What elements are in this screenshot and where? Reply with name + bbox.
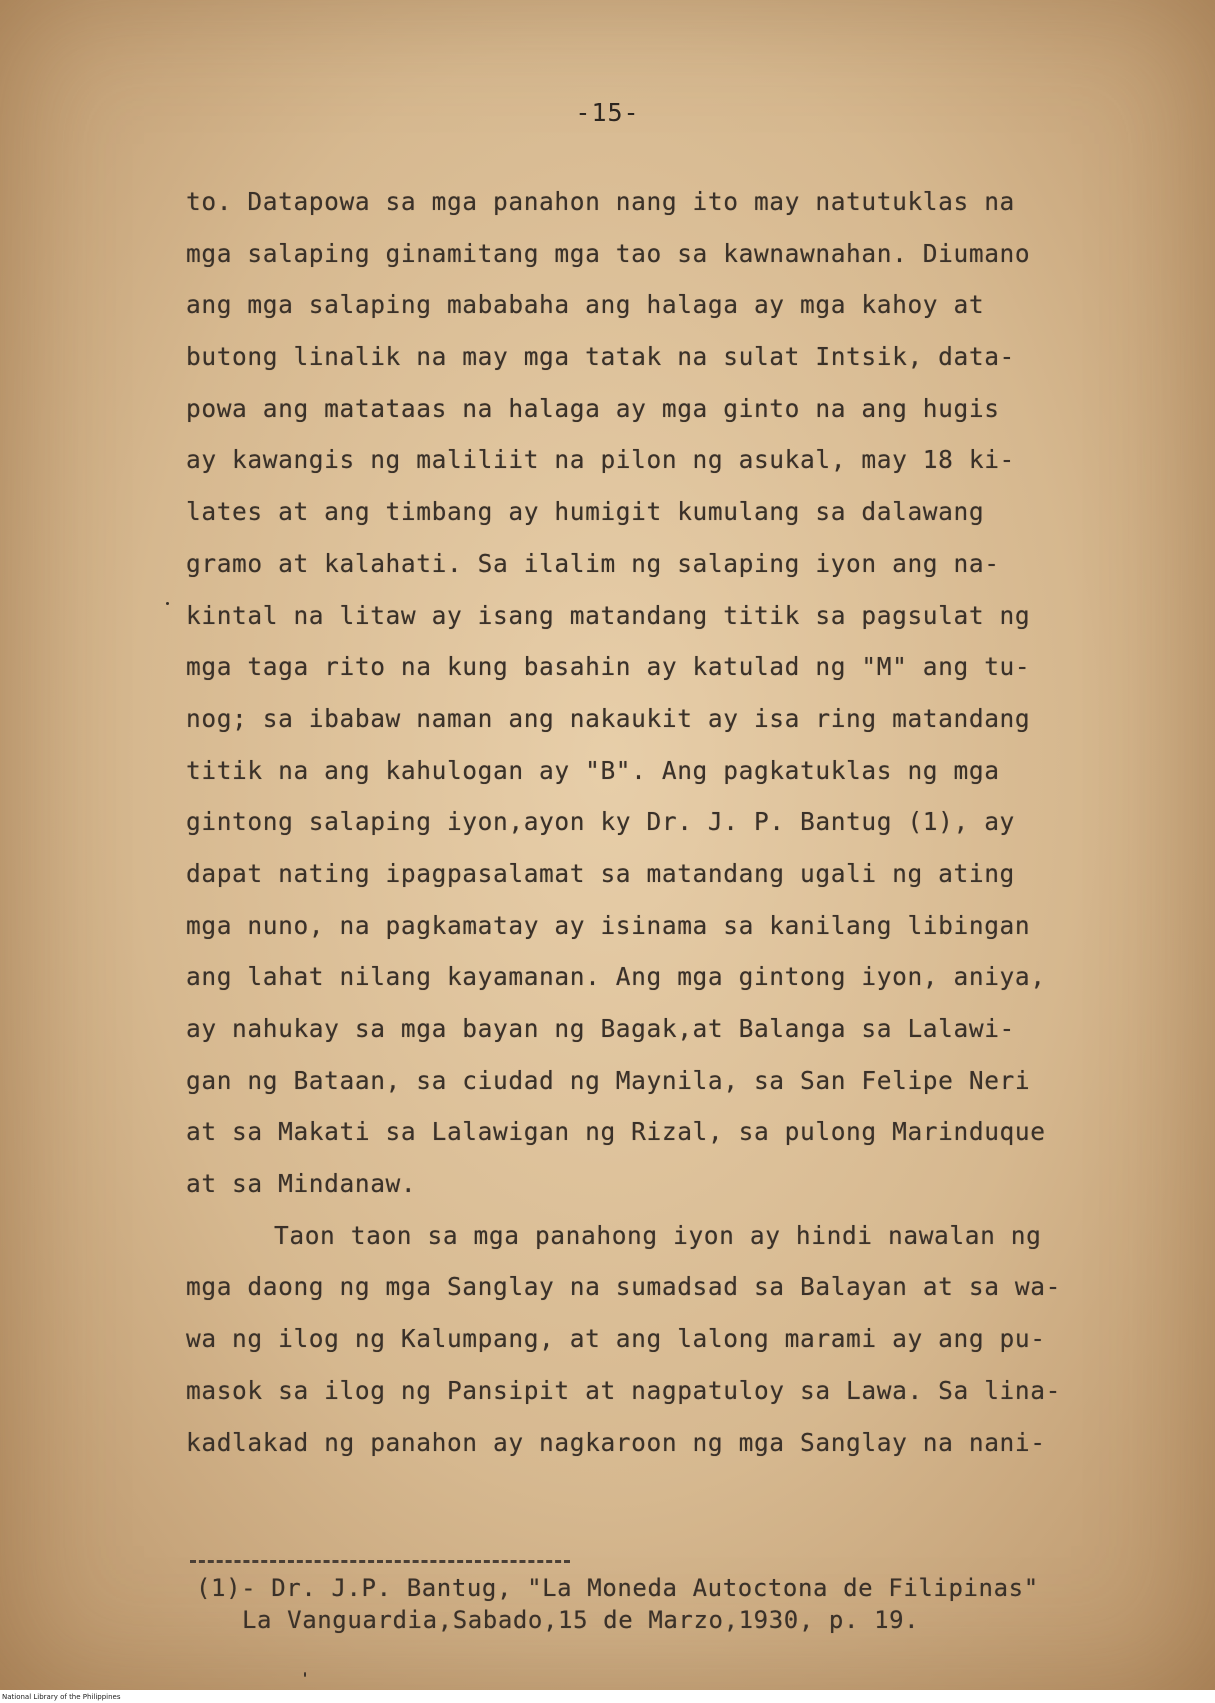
text-line: powa ang matataas na halaga ay mga ginto na ang hugis xyxy=(186,393,1000,423)
text-line: gan ng Bataan, sa ciudad ng Maynila, sa San Felipe Neri xyxy=(186,1065,1031,1095)
footnote-citation: (1)- Dr. J.P. Bantug, "La Moneda Autoctona de Filipinas" xyxy=(196,1574,1039,1602)
ink-speck xyxy=(304,1672,306,1677)
text-line: mga taga rito na kung basahin ay katulad ng "M" ang tu- xyxy=(186,652,1031,682)
text-line: ang lahat nilang kayamanan. Ang mga gintong iyon, aniya, xyxy=(186,962,1046,992)
text-line: at sa Mindanaw. xyxy=(186,1169,417,1199)
text-line: lates at ang timbang ay humigit kumulang sa dalawang xyxy=(186,497,985,527)
body-text xyxy=(186,176,1116,1468)
archive-credit-bar xyxy=(0,1690,1215,1703)
text-line: dapat nating ipagpasalamat sa matandang ugali ng ating xyxy=(186,858,1015,888)
text-line: mga nuno, na pagkamatay ay isinama sa kanilang libingan xyxy=(186,910,1031,940)
text-line: gintong salaping iyon,ayon ky Dr. J. P. Bantug (1), ay xyxy=(186,807,1015,837)
text-line: nog; sa ibabaw naman ang nakaukit ay isa ring matandang xyxy=(186,703,1031,733)
footnote-source: La Vanguardia,Sabado,15 de Marzo,1930, p. 19. xyxy=(242,1606,920,1634)
text-line: ay kawangis ng maliliit na pilon ng asukal, may 18 ki- xyxy=(186,445,1015,475)
ink-speck xyxy=(166,602,169,605)
text-line: wa ng ilog ng Kalumpang, at ang lalong marami ay ang pu- xyxy=(186,1324,1046,1354)
text-line: masok sa ilog ng Pansipit at nagpatuloy sa Lawa. Sa lina- xyxy=(186,1375,1061,1405)
text-line: ang mga salaping mababaha ang halaga ay mga kahoy at xyxy=(186,290,985,320)
text-line: mga daong ng mga Sanglay na sumadsad sa Balayan at sa wa- xyxy=(186,1272,1061,1302)
text-line: ay nahukay sa mga bayan ng Bagak,at Balanga sa Lalawi- xyxy=(186,1014,1015,1043)
text-line: titik na ang kahulogan ay "B". Ang pagkatuklas ng mga xyxy=(186,755,1000,785)
text-line: gramo at kalahati. Sa ilalim ng salaping iyon ang na- xyxy=(186,548,1000,578)
page-number: -15- xyxy=(575,98,640,127)
footnote-separator xyxy=(190,1560,570,1563)
archive-credit: National Library of the Philippines xyxy=(2,1693,121,1701)
text-line: butong linalik na may mga tatak na sulat Intsik, data- xyxy=(186,342,1015,372)
text-line: mga salaping ginamitang mga tao sa kawnawnahan. Diumano xyxy=(186,238,1031,268)
text-line: kadlakad ng panahon ay nagkaroon ng mga Sanglay na nani- xyxy=(186,1427,1046,1457)
text-line: at sa Makati sa Lalawigan ng Rizal, sa pulong Marinduque xyxy=(186,1117,1046,1147)
paragraph-start-line: Taon taon sa mga panahong iyon ay hindi nawalan ng xyxy=(274,1220,1042,1250)
text-line: to. Datapowa sa mga panahon nang ito may natutuklas na xyxy=(186,187,1015,216)
text-line: kintal na litaw ay isang matandang titik sa pagsulat ng xyxy=(186,600,1031,630)
footnote xyxy=(196,1572,1039,1636)
